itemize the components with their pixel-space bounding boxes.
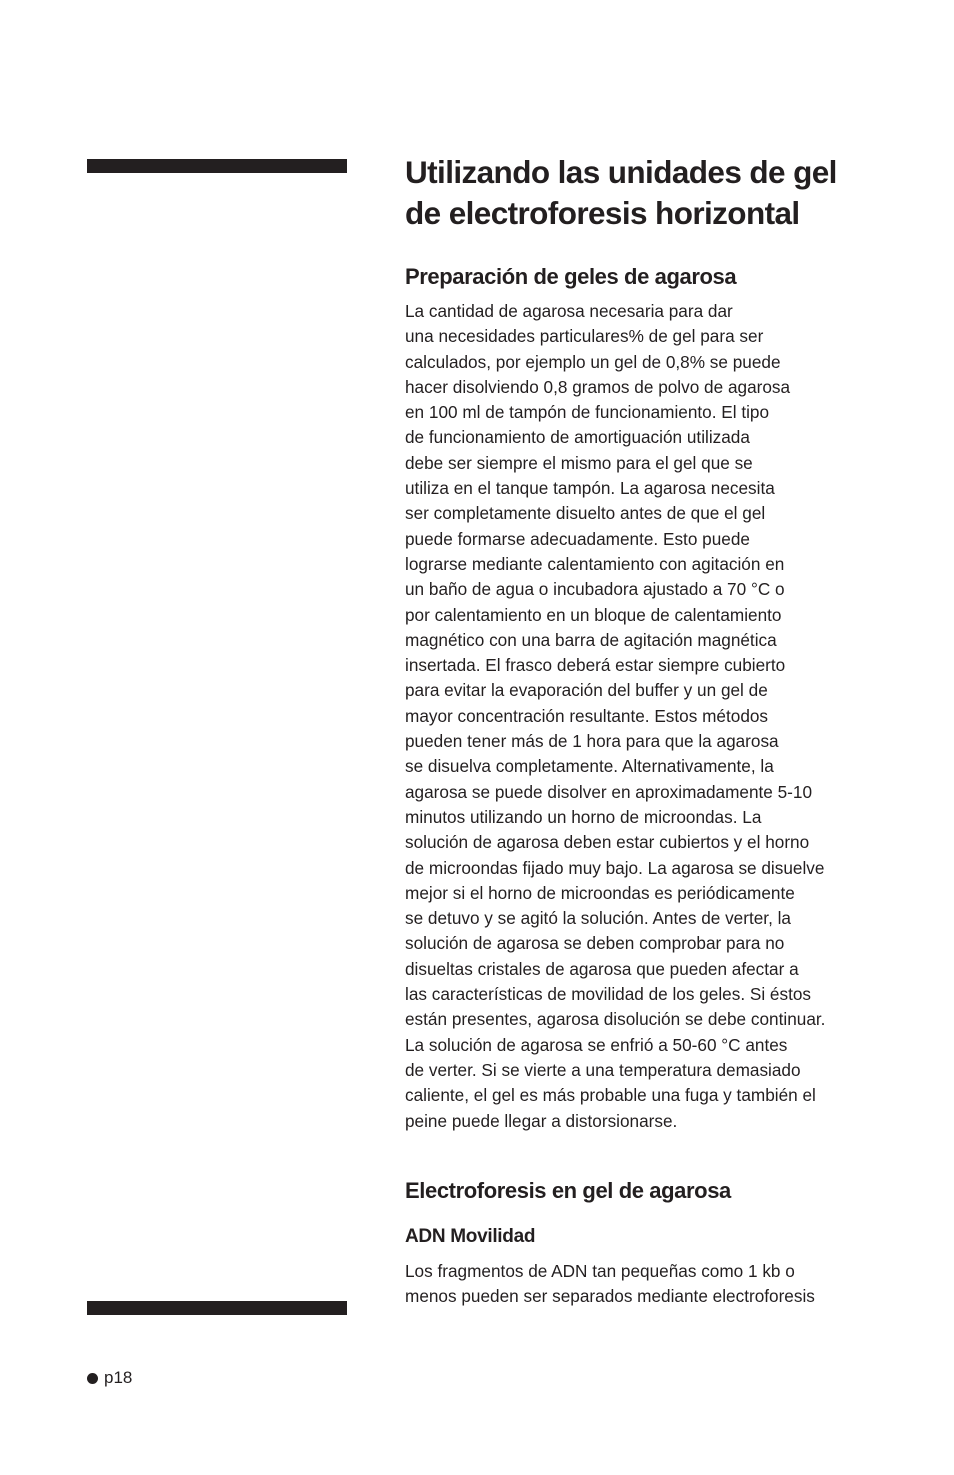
- section-heading-electroforesis: Electroforesis en gel de agarosa: [405, 1177, 731, 1203]
- body-text-line: ser completamente disuelto antes de que el gel: [405, 503, 766, 524]
- body-text-line: se disuelva completamente. Alternativamente, la: [405, 756, 774, 777]
- section-body-preparacion: [405, 299, 875, 1134]
- body-text-line: debe ser siempre el mismo para el gel que se: [405, 452, 753, 473]
- body-text-line: una necesidades particulares% de gel para ser: [405, 326, 764, 347]
- body-text-line: insertada. El frasco deberá estar siempre cubierto: [405, 655, 786, 676]
- body-text-line: Los fragmentos de ADN tan pequeñas como 1 kb o: [405, 1260, 795, 1281]
- body-text-line: menos pueden ser separados mediante electroforesis: [405, 1286, 815, 1307]
- body-text-line: de verter. Si se vierte a una temperatura demasiado: [405, 1059, 801, 1080]
- body-text-line: disueltas cristales de agarosa que pueden afectar a: [405, 958, 799, 979]
- body-text-line: magnético con una barra de agitación magnética: [405, 629, 777, 650]
- bullet-dot-icon: [87, 1373, 98, 1384]
- body-text-line: lograrse mediante calentamiento con agitación en: [405, 553, 785, 574]
- body-text-line: por calentamiento en un bloque de calentamiento: [405, 604, 782, 625]
- body-text-line: de funcionamiento de amortiguación utilizada: [405, 427, 750, 448]
- body-text-line: mayor concentración resultante. Estos métodos: [405, 705, 769, 726]
- body-text-line: solución de agarosa deben estar cubiertos y el horno: [405, 832, 810, 853]
- page-number: p18: [104, 1368, 133, 1387]
- page-footer: [87, 1368, 132, 1388]
- section-body-adn-movilidad: [405, 1259, 875, 1310]
- body-text-line: se detuvo y se agitó la solución. Antes de verter, la: [405, 908, 791, 929]
- top-rule-bar: [87, 159, 347, 173]
- body-text-line: minutos utilizando un horno de microondas. La: [405, 806, 762, 827]
- body-text-line: para evitar la evaporación del buffer y un gel de: [405, 680, 768, 701]
- body-text-line: las características de movilidad de los geles. Si éstos: [405, 984, 812, 1005]
- subsection-heading-adn-movilidad: ADN Movilidad: [405, 1225, 536, 1247]
- main-content: [405, 152, 875, 1309]
- body-text-line: están presentes, agarosa disolución se debe continuar.: [405, 1009, 826, 1030]
- body-text-line: agarosa se puede disolver en aproximadamente 5-10: [405, 781, 813, 802]
- body-text-line: puede formarse adecuadamente. Esto puede: [405, 528, 750, 549]
- body-text-line: peine puede llegar a distorsionarse.: [405, 1110, 678, 1131]
- body-text-line: La solución de agarosa se enfrió a 50-60 °C antes: [405, 1034, 788, 1055]
- page-title-line: Utilizando las unidades de gel: [405, 154, 837, 190]
- body-text-line: caliente, el gel es más probable una fuga y también el: [405, 1085, 816, 1106]
- body-text-line: solución de agarosa se deben comprobar para no: [405, 933, 785, 954]
- body-text-line: utiliza en el tanque tampón. La agarosa necesita: [405, 478, 775, 499]
- body-text-line: mejor si el horno de microondas es periódicamente: [405, 882, 795, 903]
- body-text-line: pueden tener más de 1 hora para que la agarosa: [405, 731, 779, 752]
- body-text-line: en 100 ml de tampón de funcionamiento. El tipo: [405, 402, 770, 423]
- body-text-line: hacer disolviendo 0,8 gramos de polvo de agarosa: [405, 376, 791, 397]
- bottom-rule-bar: [87, 1301, 347, 1315]
- section-heading-preparacion: Preparación de geles de agarosa: [405, 264, 737, 289]
- body-text-line: un baño de agua o incubadora ajustado a 70 °C o: [405, 579, 785, 600]
- body-text-line: de microondas fijado muy bajo. La agarosa se disuelve: [405, 857, 825, 878]
- page-title: [405, 152, 875, 234]
- page-title-line: de electroforesis horizontal: [405, 195, 800, 231]
- body-text-line: La cantidad de agarosa necesaria para dar: [405, 301, 733, 321]
- body-text-line: calculados, por ejemplo un gel de 0,8% se puede: [405, 351, 781, 372]
